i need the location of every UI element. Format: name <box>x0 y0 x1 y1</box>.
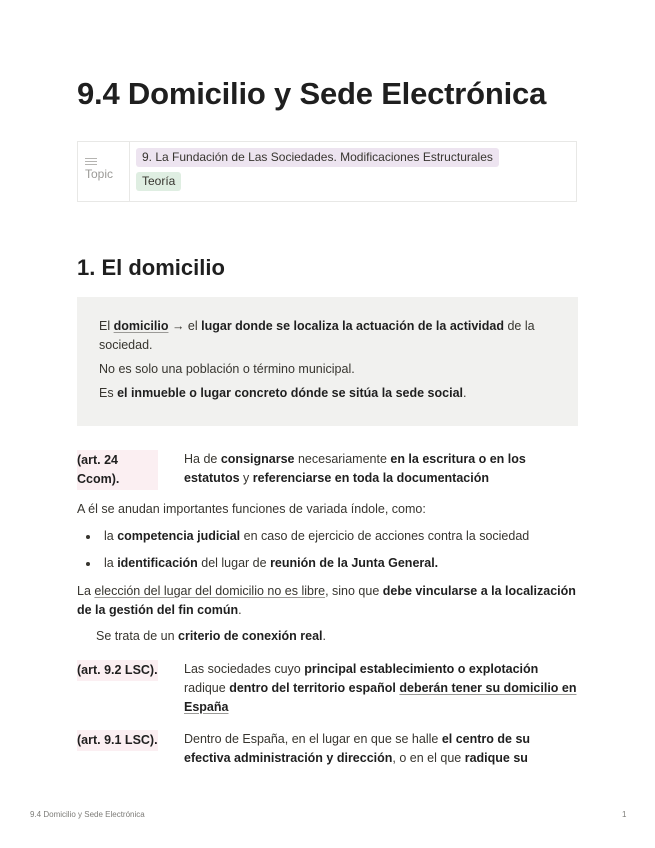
text: en caso de ejercicio de acciones contra la sociedad <box>240 529 530 543</box>
article-text <box>184 450 578 488</box>
properties-table <box>77 141 577 202</box>
bold-text: reunión de la Junta General. <box>270 556 439 570</box>
bullet-dot <box>86 562 90 566</box>
bold-text: identificación <box>117 556 198 570</box>
text: . <box>463 386 467 400</box>
text: la <box>104 556 118 570</box>
property-key-label: Topic <box>85 167 114 181</box>
callout-line-2: No es solo una población o término municipal. <box>99 362 355 376</box>
text: . <box>322 629 326 643</box>
text: . <box>238 603 242 617</box>
term-domicilio: domicilio <box>113 319 169 333</box>
article-row-24 <box>77 450 578 488</box>
article-row-9-1 <box>77 730 578 768</box>
list-item <box>77 527 529 546</box>
text: Se trata de un <box>96 629 179 643</box>
text: Dentro de España, en el lugar en que se halle <box>184 732 442 746</box>
text: Ha de <box>184 452 221 466</box>
text: → el <box>168 319 202 333</box>
bold-text: debe vincularse a la localización de la gestión del fin común <box>77 584 576 617</box>
bullet-dot <box>86 535 90 539</box>
footer-title: 9.4 Domicilio y Sede Electrónica <box>30 810 145 819</box>
property-values <box>130 142 499 201</box>
bold-text: principal establecimiento o explotación <box>304 662 539 676</box>
intro-paragraph: A él se anudan importantes funciones de variada índole, como: <box>77 502 426 516</box>
bold-text: referenciarse en toda la documentación <box>252 471 489 485</box>
text: necesariamente <box>294 452 391 466</box>
bold-text: criterio de conexión real <box>178 629 323 643</box>
bold-text: radique su <box>464 751 528 765</box>
definition-callout <box>77 297 578 426</box>
article-label: (art. 9.1 LSC). <box>77 730 158 751</box>
page-title: 9.4 Domicilio y Sede Electrónica <box>77 76 547 111</box>
article-label: (art. 24 Ccom). <box>77 450 158 490</box>
text: radique <box>184 681 230 695</box>
text: del lugar de <box>197 556 271 570</box>
property-key <box>78 142 130 201</box>
bold-text: lugar donde se localiza la actuación de la actividad <box>201 319 504 333</box>
text: El <box>99 319 114 333</box>
underlined-bold-text: deberán tener su domicilio en España <box>184 681 577 714</box>
text: la <box>104 529 118 543</box>
text: , sino que <box>325 584 383 598</box>
bold-text: consignarse <box>220 452 295 466</box>
page-number: 1 <box>622 810 627 819</box>
topic-tag[interactable]: 9. La Fundación de Las Sociedades. Modificaciones Estructurales <box>136 148 499 167</box>
bold-text: el centro de su efectiva administración y dirección <box>184 732 531 765</box>
list-item <box>77 554 438 573</box>
type-tag[interactable]: Teoría <box>136 172 181 191</box>
bold-text: en la escritura o en los estatutos <box>184 452 526 485</box>
bold-text: competencia judicial <box>117 529 241 543</box>
bold-text: el inmueble o lugar concreto dónde se sitúa la sede social <box>117 386 463 400</box>
bold-text: dentro del territorio español <box>229 681 396 695</box>
article-label: (art. 9.2 LSC). <box>77 660 158 681</box>
list-item-text <box>104 529 529 543</box>
callout-line-1 <box>99 317 558 355</box>
criterion-paragraph <box>96 627 578 646</box>
election-paragraph <box>77 582 578 620</box>
text: La <box>77 584 95 598</box>
text: Es <box>99 386 118 400</box>
text: y <box>239 471 253 485</box>
text: de la sociedad. <box>99 319 535 352</box>
underlined-text: elección del lugar del domicilio no es libre <box>94 584 326 598</box>
text: , o en el que <box>392 751 465 765</box>
section-heading: 1. El domicilio <box>77 255 225 280</box>
article-text <box>184 660 578 717</box>
list-item-text <box>104 556 438 570</box>
callout-line-3 <box>99 384 558 403</box>
article-text <box>184 730 578 768</box>
text: Las sociedades cuyo <box>184 662 305 676</box>
article-row-9-2 <box>77 660 578 717</box>
list-icon <box>85 158 97 165</box>
